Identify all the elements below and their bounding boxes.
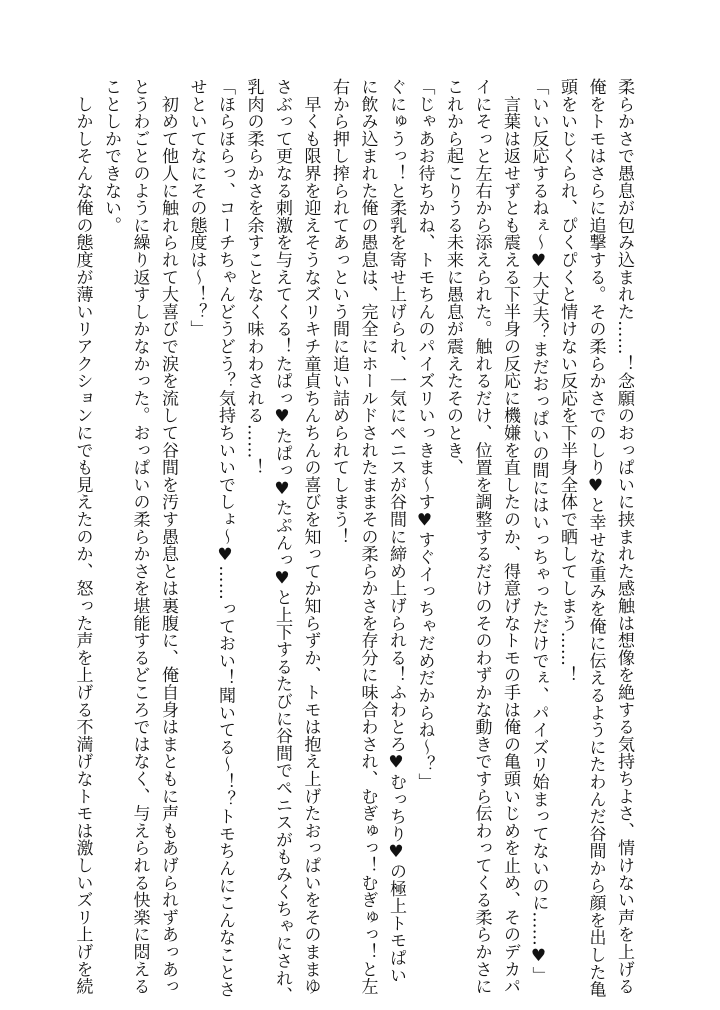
text-line: せといてなにその態度は～！？」 <box>186 78 207 338</box>
text-line: 俺をトモはさらに追撃する。その柔らかさでのしり♥と幸せな重みを俺に伝えるようにたわんだ谷間から顔を出した亀 <box>585 78 606 998</box>
text-line: に飲み込まれた俺の愚息は、完全にホールドされたままその柔らかさを存分に味合わされ、むぎゅっ！むぎゅっ！と左 <box>357 78 378 995</box>
text-line: ことしかできない。 <box>101 78 121 234</box>
text-line: 早くも限界を迎えそうなズリキチ童貞ちんちんの喜びを知ってか知らずか、トモは抱え上げたおっぱいをそのままゆ <box>300 78 321 995</box>
text-line: 言葉は返せずとも震える下半身の反応に機嫌を直したのか、得意げなトモの手は俺の亀頭いじめを止め、そのデカパ <box>500 78 520 995</box>
text-line: イにそっと左右から添えられた。触れるだけ、位置を調整するだけのそのわずかな動きですら伝わってくる柔らかさに <box>471 78 492 995</box>
text-line: 「じゃあお待ちかね、トモちんのパイズリいっきま～す♥すぐイっちゃだめだからね～？」 <box>414 78 435 791</box>
text-line: さぶって更なる刺激を与えてくる！たぱっ♥たぱっ♥たぷんっ♥と上下するたびに谷間でペニスがもみくちゃにされ、 <box>272 78 292 1004</box>
text-line: これから起こりうる未来に愚息が震えたそのとき、 <box>443 78 463 476</box>
text-line: とうわごとのように繰り返すしかなかった。おっぱいの柔らかさを堪能するどころではなく、与えられる快楽に悶える <box>129 78 150 995</box>
text-line: しかしそんな俺の態度が薄いリアクションにでも見えたのか、怒った声を上げる不満げなトモは激しいズリ上げを続 <box>72 78 93 995</box>
text-line: 「ほらほらっ、コーチちゃんどうどう？気持ちいいでしょ～♥……っておい！聞いてる～！？トモちんにこんなことさ <box>215 78 235 998</box>
text-line: 乳肉の柔らかさを余すことなく味わわされる……！ <box>243 78 264 476</box>
text-line: ぐにゅうっ！と柔乳を寄せ上げられ、一気にペニスが谷間に締め上げられる！ふわとろ♥むっちり♥の極上トモぱい <box>386 78 406 984</box>
text-line: 頭をいじくられ、ぴくぴくと情けない反応を下半身全体で晒してしまう……！ <box>557 78 577 684</box>
text-line: 「いい反応するねぇ～♥大丈夫？まだおっぱいの間にはいっちゃっただけでぇ、パイズリ始まってないのに……♥」 <box>528 78 549 984</box>
body-text <box>72 78 638 1004</box>
text-line: 柔らかさで愚息が包み込まれた……！念願のおっぱいに挟まれた感触は想像を絶する気持ちよさ、情けない声を上げる <box>614 78 634 995</box>
text-line: 初めて他人に触れられて大喜びで涙を流して谷間を汚す愚息とは裏腹に、俺自身はまともに声もあげられずあっあっ <box>158 78 178 995</box>
text-line: 右から押し搾られてあっという間に追い詰められてしまう！ <box>329 78 349 546</box>
